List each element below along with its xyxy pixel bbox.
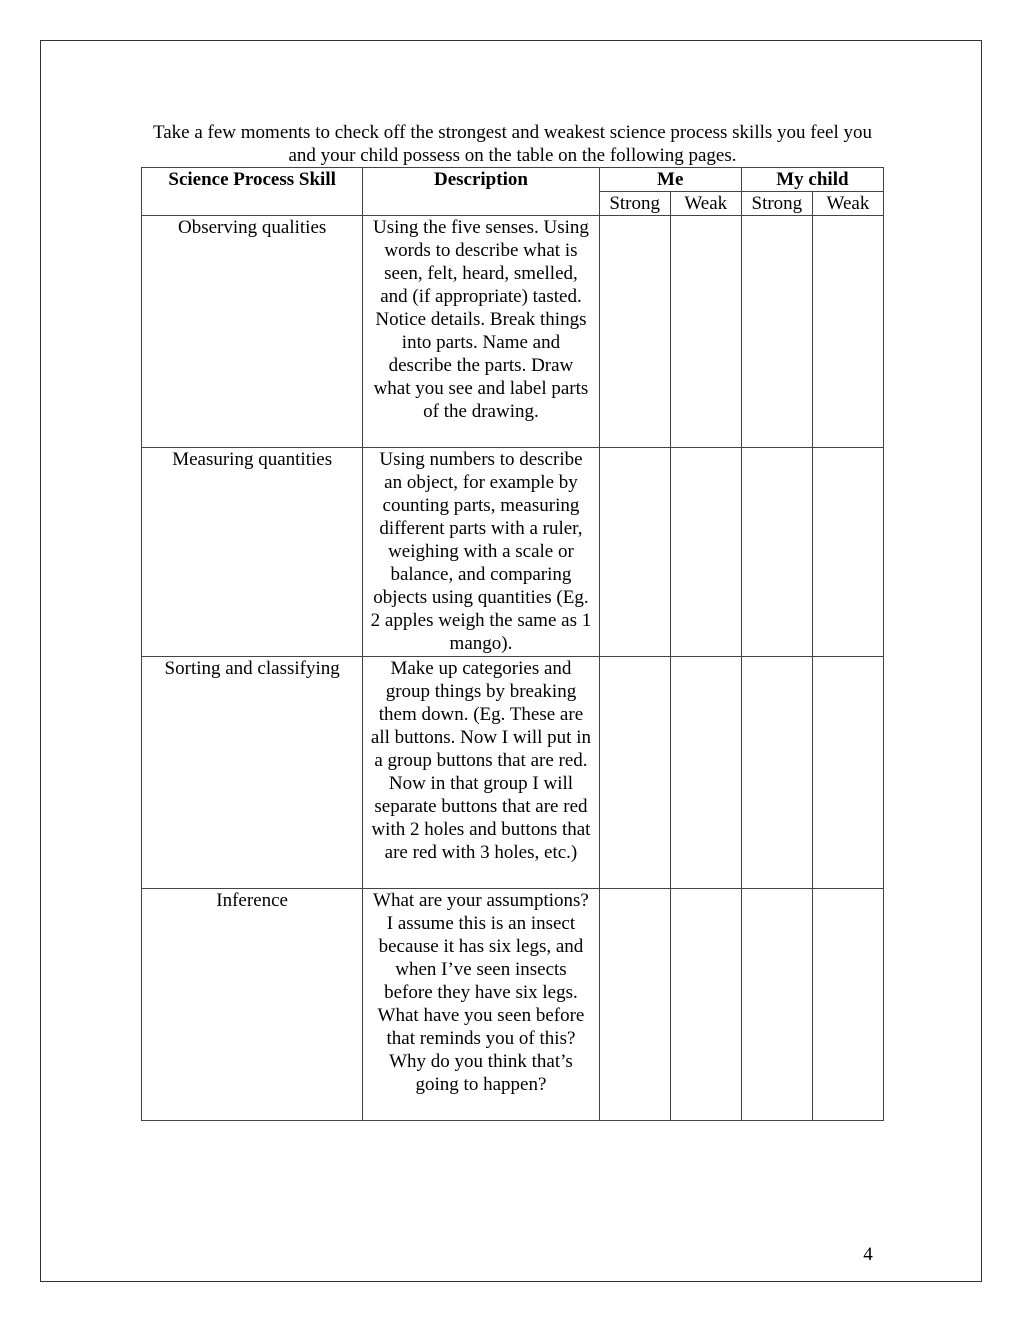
skill-cell: Inference — [142, 889, 363, 1121]
header-skill: Science Process Skill — [142, 168, 363, 216]
description-cell: Using numbers to describe an object, for example by counting parts, measuring different parts with a ruler, weighing with a scale or balance, and comparing objects using quantities (Eg. 2 apples weigh the same as 1 mango). — [363, 448, 599, 657]
table-row — [142, 889, 884, 1121]
child-strong-checkbox[interactable] — [741, 657, 812, 889]
page-number: 4 — [863, 1244, 873, 1265]
me-strong-checkbox[interactable] — [599, 448, 670, 657]
header-me-strong: Strong — [599, 192, 670, 216]
skill-cell: Observing qualities — [142, 216, 363, 448]
me-weak-checkbox[interactable] — [670, 657, 741, 889]
header-me-weak: Weak — [670, 192, 741, 216]
intro-text: Take a few moments to check off the strongest and weakest science process skills you feel you and your child possess on the table on the following pages. — [152, 122, 873, 166]
description-cell: Using the five senses. Using words to describe what is seen, felt, heard, smelled, and (if appropriate) tasted. Notice details. Break things into parts. Name and describe the parts. Draw what you see and label parts of the drawing. — [363, 216, 599, 448]
me-weak-checkbox[interactable] — [670, 448, 741, 657]
skills-table — [141, 167, 884, 1121]
header-row — [142, 168, 884, 192]
description-cell: What are your assumptions? I assume this is an insect because it has six legs, and when I’ve seen insects before they have six legs. What have you seen before that reminds you of this? Why do you think that’s going to happen? — [363, 889, 599, 1121]
skill-cell: Sorting and classifying — [142, 657, 363, 889]
header-description: Description — [363, 168, 599, 216]
child-weak-checkbox[interactable] — [812, 448, 883, 657]
me-strong-checkbox[interactable] — [599, 216, 670, 448]
child-strong-checkbox[interactable] — [741, 216, 812, 448]
header-child-strong: Strong — [741, 192, 812, 216]
skill-cell: Measuring quantities — [142, 448, 363, 657]
table-row — [142, 216, 884, 448]
child-weak-checkbox[interactable] — [812, 216, 883, 448]
me-weak-checkbox[interactable] — [670, 216, 741, 448]
header-my-child: My child — [741, 168, 883, 192]
me-strong-checkbox[interactable] — [599, 889, 670, 1121]
header-child-weak: Weak — [812, 192, 883, 216]
child-strong-checkbox[interactable] — [741, 889, 812, 1121]
me-weak-checkbox[interactable] — [670, 889, 741, 1121]
table-row — [142, 657, 884, 889]
me-strong-checkbox[interactable] — [599, 657, 670, 889]
child-weak-checkbox[interactable] — [812, 889, 883, 1121]
child-strong-checkbox[interactable] — [741, 448, 812, 657]
header-me: Me — [599, 168, 741, 192]
description-cell: Make up categories and group things by breaking them down. (Eg. These are all buttons. Now I will put in a group buttons that are red. Now in that group I will separate buttons that are red with 2 holes and buttons that are red with 3 holes, etc.) — [363, 657, 599, 889]
child-weak-checkbox[interactable] — [812, 657, 883, 889]
table-row — [142, 448, 884, 657]
